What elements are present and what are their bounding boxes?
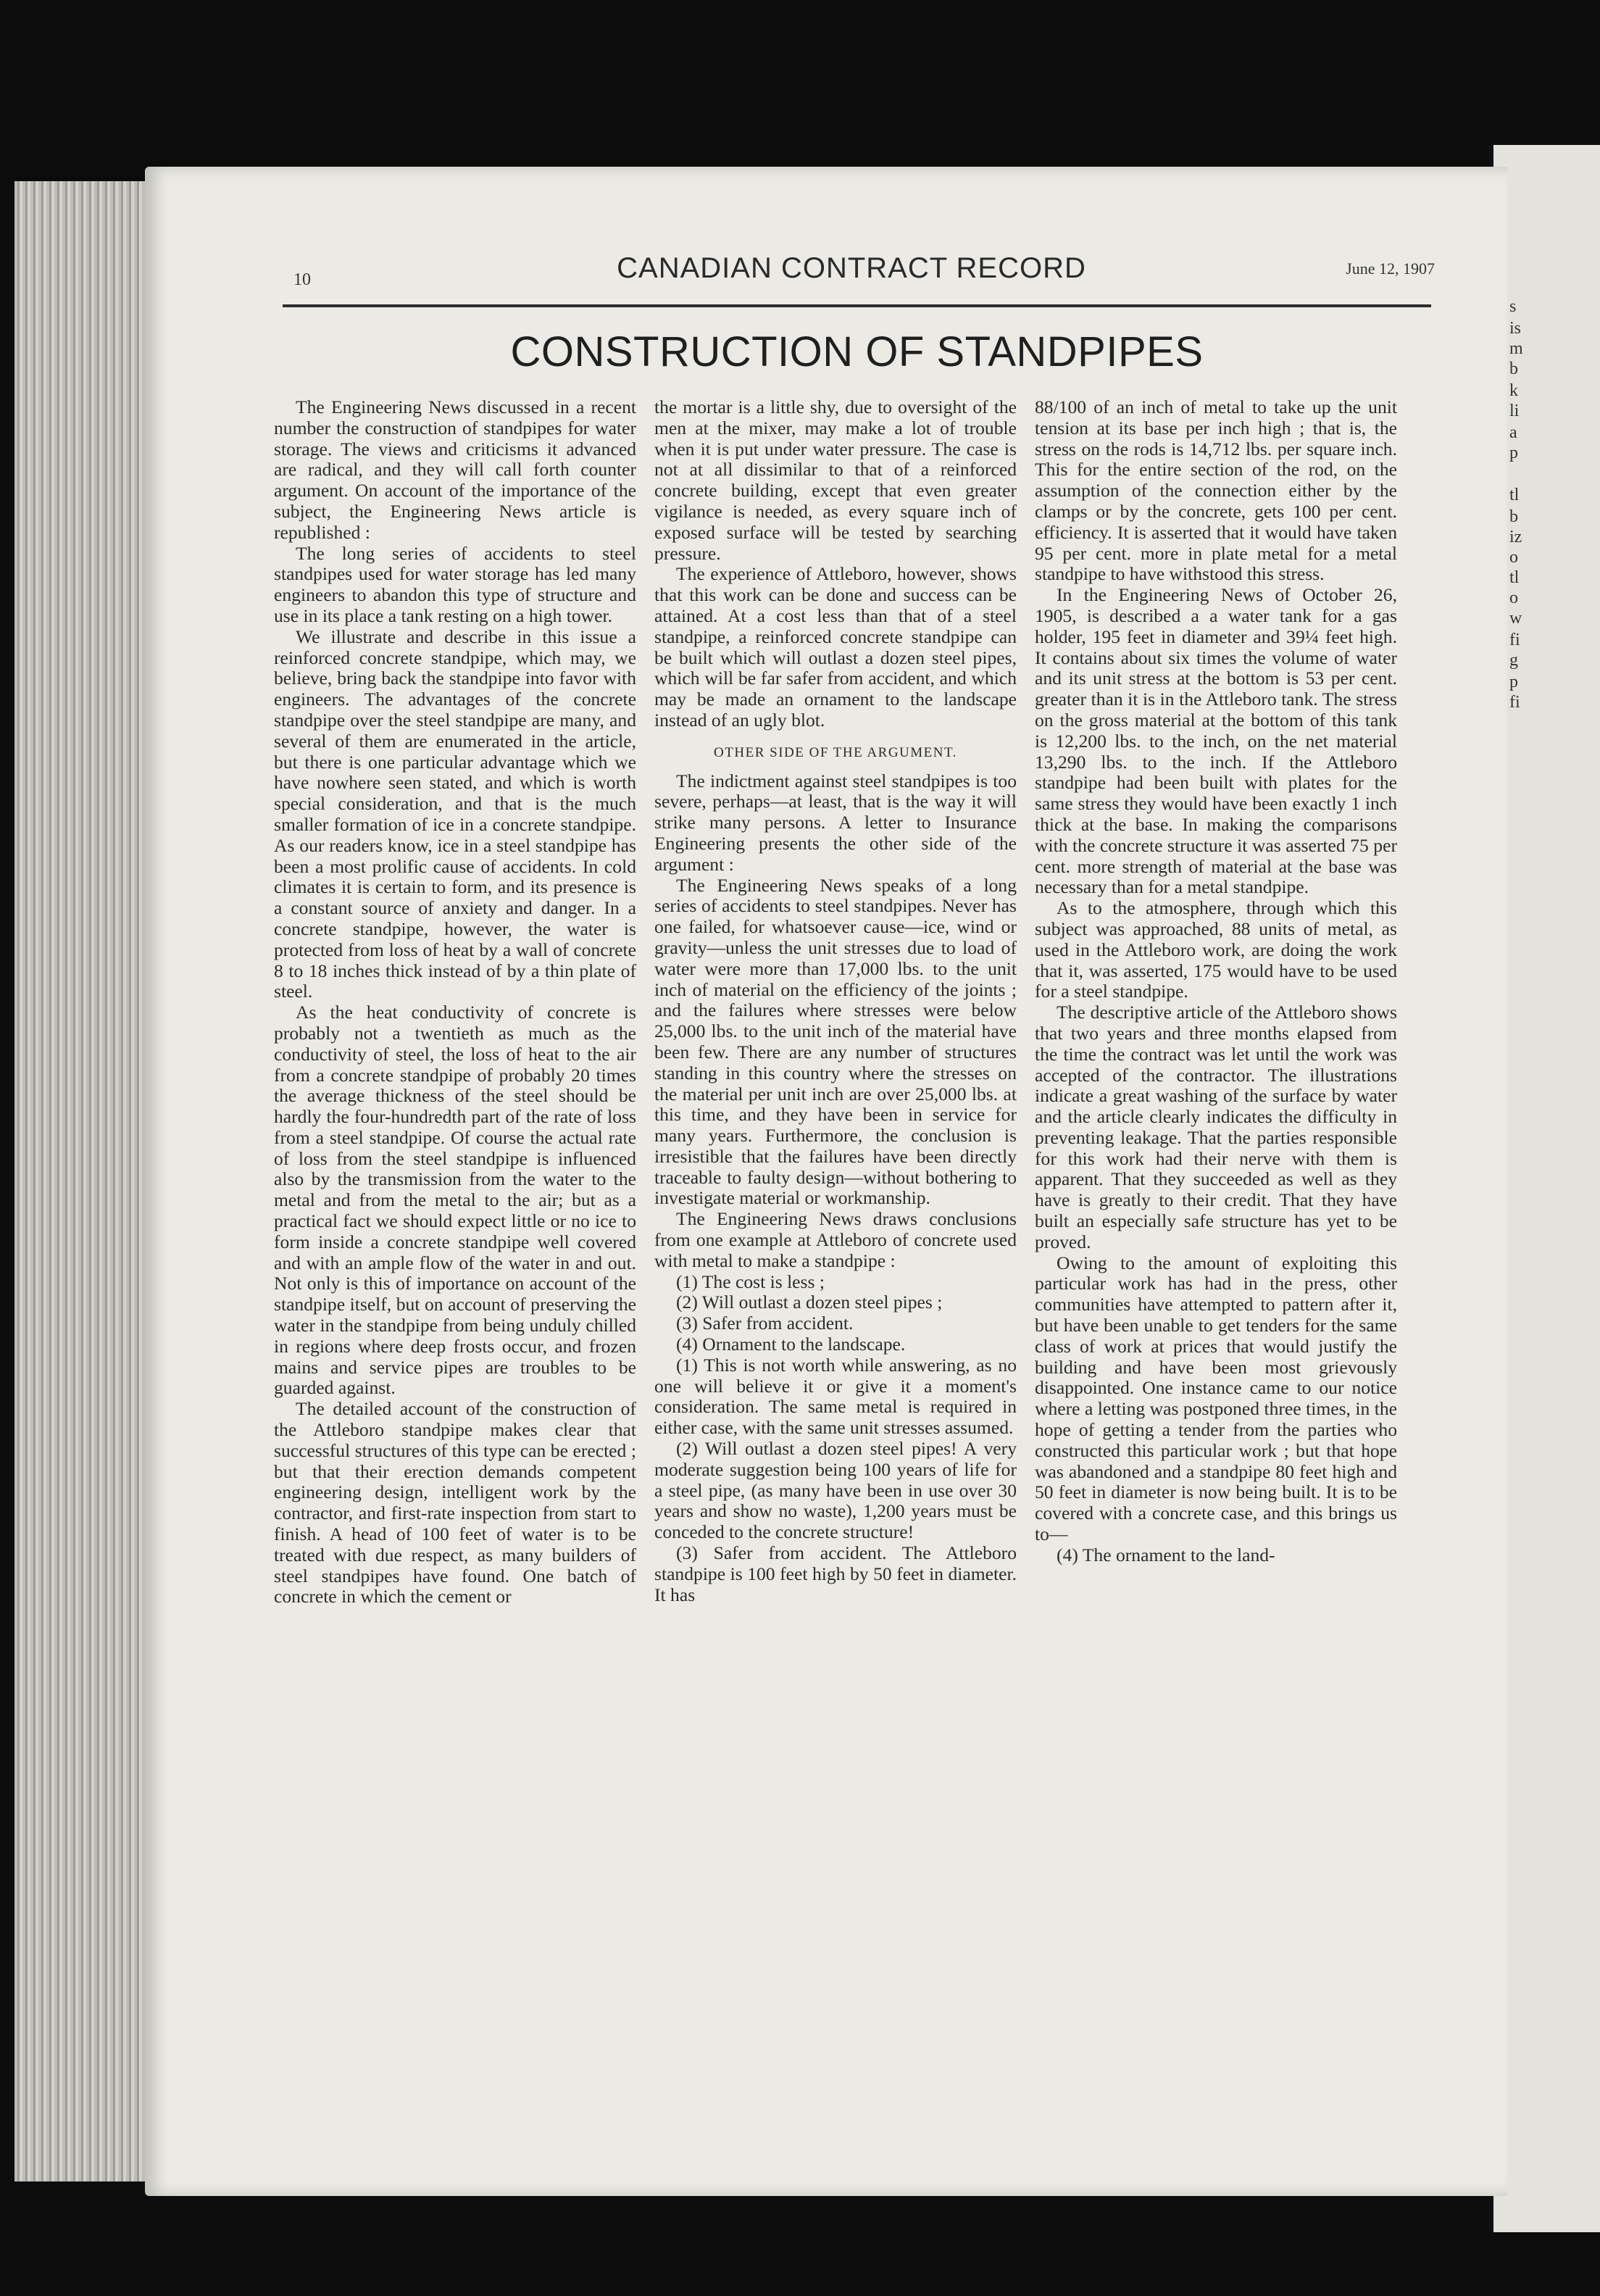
adjacent-page-fragment: o [1509,548,1518,567]
list-item: (1) The cost is less ; [676,1270,825,1292]
adjacent-page-fragment: m [1509,339,1523,358]
paragraph: (4) The ornament to the land- [1057,1544,1275,1565]
paragraph: The long series of accidents to steel standpipes used for water storage has led many engineers to abandon this type of structure and use in its place a tank resting on a high tower. [274,542,636,626]
adjacent-page-fragment: is [1509,319,1522,338]
paragraph: Owing to the amount of exploiting this particular work has had in the press, other communities have attempted to pattern after it, but have been unable to get tenders for the same class of work at prices that would justify the building and have been most grievously disappointed. One instance came to our notice where a letting was postponed three times, in the hope of getting a tender from the parties who constructed this particular work ; but that hope was abandoned and a standpipe 80 feet high and 50 feet in diameter is now being built. It is to be covered with a concrete case, and this brings us to— [1035,1252,1397,1545]
adjacent-page-fragment: a [1509,423,1517,442]
list-item: (4) Ornament to the landscape. [676,1334,906,1355]
paragraph: (2) Will outlast a dozen steel pipes! A very moderate suggestion being 100 years of life for a steel pipe, (as many have been in use over 30 years and show no waste), 1,200 years must be conceded to the concrete structure! [654,1438,1017,1543]
issue-date: June 12, 1907 [1346,259,1435,278]
book-page-edges [14,181,149,2181]
adjacent-page-fragment: k [1509,381,1518,400]
adjacent-page-fragment: tl [1509,568,1520,587]
header-rule [283,304,1431,307]
paragraph: We illustrate and describe in this issue a reinforced concrete standpipe, which may, we believe, bring back the standpipe into favor with engineers. The advantages of the concrete standpipe over the steel standpipe are many, and several of them are enumerated in the article, but there is one particular advantage which we have nowhere seen stated, and which is worth special consideration, and that is the much smaller formation of ice in a concrete standpipe. As our readers know, ice in a steel standpipe has been a most prolific cause of accidents. In cold climates it is certain to form, and its presence is a constant source of anxiety and danger. In a concrete standpipe, however, the water is protected from loss of heat by a wall of concrete 8 to 18 inches thick instead of by a thin plate of steel. [274,625,636,1002]
adjacent-page-fragment: fi [1509,693,1520,712]
section-subheading: OTHER SIDE OF THE ARGUMENT. [714,744,957,760]
paragraph: In the Engineering News of October 26, 1905, is described a a water tank for a gas holder, 195 feet in diameter and 39¼ feet high. It contains about six times the volume of water and its unit stress at the bottom is 53 per cent. greater than it is in the Attleboro tank. The stress on the gross material at the bottom of this tank is 12,200 lbs. to the inch, on the net material 13,290 lbs. to the inch. If the Attleboro standpipe had been built with plates for the same stress they would have been exactly 1 inch thick at the base. In making the comparisons with the concrete structure it was asserted 75 per cent. more strength of material at the base was necessary than for a metal standpipe. [1035,584,1397,898]
page-number: 10 [293,270,311,289]
adjacent-page-fragment: iz [1509,528,1522,546]
paragraph: The indictment against steel standpipes is too severe, perhaps—at least, that is the way it will strike many persons. A letter to Insurance Engineering presents the other side of the argument : [654,770,1017,875]
column-3 [1035,397,1397,1566]
paragraph: the mortar is a little shy, due to oversight of the men at the mixer, may make a lot of trouble when it is put under water pressure. The case is not at all dissimilar to that of a reinforced concrete building, except that even greater vigilance is needed, as every square inch of exposed surface will be tested by searching pressure. [654,396,1017,564]
adjacent-page-fragment: tl [1509,486,1520,504]
list-item: (3) Safer from accident. [676,1313,854,1334]
adjacent-page-fragment: p [1509,444,1518,462]
paragraph: The descriptive article of the Attleboro shows that two years and three months elapsed from the time the contract was let until the work was accepted of the contractor. The illustrations indicate a great washing of the surface by water and the article clearly indicates the difficulty in preventing leakage. That the parties responsible for this work had their nerve with them is apparent. That they succeeded as well as they have is greatly to their credit. That they have built an especially safe structure has yet to be proved. [1035,1002,1397,1252]
adjacent-page-fragment: s [1509,297,1517,316]
paragraph: As to the atmosphere, through which this subject was approached, 88 units of metal, as used in the Attleboro work, are doing the work that it, was asserted, 175 would have to be used for a steel standpipe. [1035,897,1397,1002]
paragraph: The detailed account of the construction of the Attleboro standpipe makes clear that successful structures of this type can be erected ; but that their erection demands competent engineering design, intelligent work by the contractor, and first-rate inspection from start to finish. A head of 100 feet of water is to be treated with due respect, as many builders of steel standpipes have found. One batch of concrete in which the cement or [274,1398,636,1607]
journal-title: CANADIAN CONTRACT RECORD [617,252,1086,284]
column-1 [274,397,636,1607]
paragraph: As the heat conductivity of concrete is probably not a twentieth as much as the conductivity of steel, the loss of heat to the air from a concrete standpipe of probably 20 times the average thickness of the steel should be hardly the four-hundredth part of the rate of loss from a steel standpipe. Of course the actual rate of loss from the steel standpipe is influenced also by the transmission from the water to the metal and from the metal to the air; but as a practical fact we should expect little or no ice to form inside a concrete standpipe well covered and with an ample flow of the water in and out. Not only is this of importance on account of the standpipe itself, but on account of preserving the water in the standpipe from being unduly chilled in regions where deep frosts occur, and frozen mains and service pipes are troubles to be guarded against. [274,1002,636,1399]
adjacent-page-fragment: fi [1509,631,1520,649]
adjacent-page-fragment: w [1509,609,1522,628]
paragraph: The experience of Attleboro, however, shows that this work can be done and success can be attained. At a cost less than that of a steel standpipe, a reinforced concrete standpipe can be built which will outlast a dozen steel pipes, which will be far safer from accident, and which may be made an ornament to the landscape instead of an ugly blot. [654,563,1017,731]
adjacent-page-fragment: b [1509,507,1518,526]
paragraph: The Engineering News speaks of a long series of accidents to steel standpipes. Never has one failed, for whatsoever cause—ice, wind or gravity—unless the unit stresses due to load of water were more than 17,000 lbs. to the unit inch of material on the efficiency of the joints ; and the failures where stresses were below 25,000 lbs. to the unit inch of the material have been few. There are any number of structures standing in this country where the stresses on the material per unit inch are over 25,000 lbs. at this time, and they have been in service for many years. Furthermore, the conclusion is irresistible that the failures have been directly traceable to faulty design—without bothering to investigate material or workmanship. [654,874,1017,1209]
paragraph: The Engineering News discussed in a recent number the construction of standpipes for water storage. The views and criticisms it advanced are radical, and they will call forth counter argument. On account of the importance of the subject, the Engineering News article is republished : [274,396,636,543]
adjacent-page-fragment: p [1509,673,1518,691]
document-page [145,167,1507,2196]
article-title: CONSTRUCTION OF STANDPIPES [510,328,1204,375]
paragraph: 88/100 of an inch of metal to take up the unit tension at its base per inch high ; that is, the stress on the rods is 14,712 lbs. per square inch. This for the entire section of the rod, on the assumption of the connection either by the clamps or by the concrete, gets 100 per cent. efficiency. It is asserted that it would have taken 95 per cent. more in plate metal for a metal standpipe to have withstood this stress. [1035,396,1397,585]
column-2 [654,397,1017,1605]
paragraph: (1) This is not worth while answering, as no one will believe it or give it a moment's consideration. The same metal is required in either case, with the same unit stresses assumed. [654,1354,1017,1439]
paragraph: The Engineering News draws conclusions from one example at Attleboro of concrete used with metal to make a standpipe : [654,1208,1017,1271]
paragraph: (3) Safer from accident. The Attleboro standpipe is 100 feet high by 50 feet in diameter. It has [654,1542,1017,1605]
adjacent-page-fragment: li [1509,402,1520,420]
adjacent-page-fragment: b [1509,359,1518,378]
list-item: (2) Will outlast a dozen steel pipes ; [676,1292,943,1313]
adjacent-page-fragment: o [1509,588,1518,607]
adjacent-page-fragment: g [1509,651,1518,670]
